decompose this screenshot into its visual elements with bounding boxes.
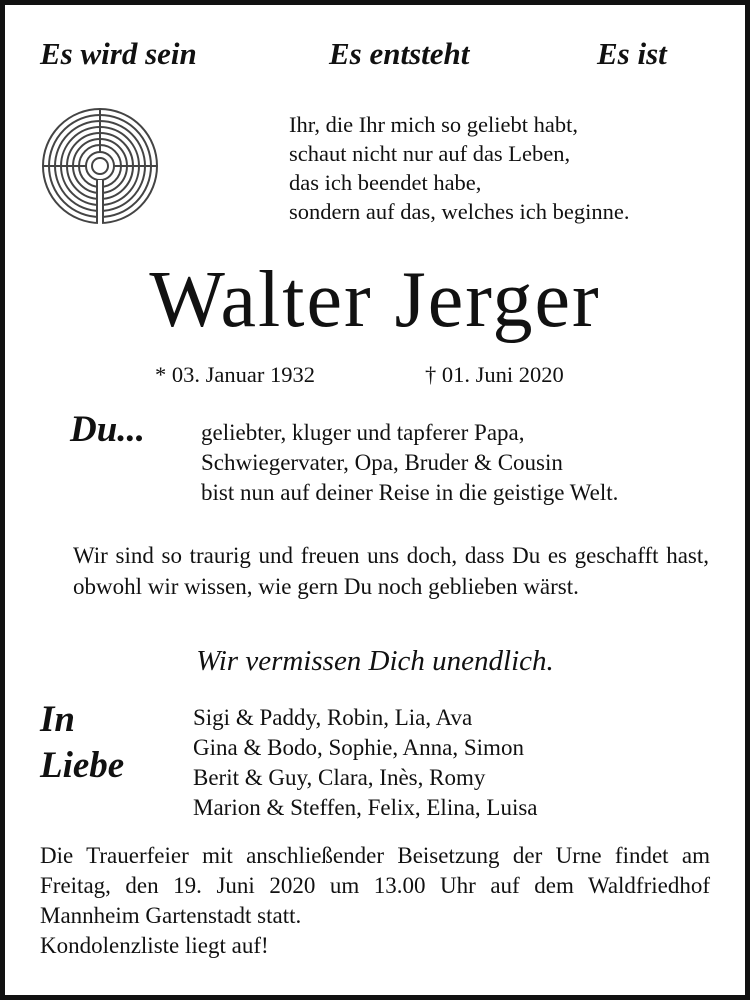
quote-line: sondern auf das, welches ich beginne. bbox=[289, 199, 630, 224]
liebe-label: Liebe bbox=[40, 745, 125, 786]
labyrinth-icon bbox=[40, 106, 160, 226]
death-date: † 01. Juni 2020 bbox=[425, 362, 564, 387]
quote-line: das ich beendet habe, bbox=[289, 170, 482, 195]
du-line: geliebter, kluger und tapferer Papa, bbox=[201, 420, 525, 445]
family-names bbox=[193, 703, 538, 823]
header-es-wird-sein: Es wird sein bbox=[40, 36, 197, 71]
condolence-note: Kondolenzliste liegt auf! bbox=[40, 933, 269, 958]
deceased-name: Walter Jerger bbox=[149, 256, 601, 344]
in-liebe-label bbox=[40, 697, 124, 789]
du-label: Du... bbox=[70, 409, 146, 450]
miss-line: Wir vermissen Dich unendlich. bbox=[196, 645, 554, 677]
funeral-info: Die Trauerfeier mit anschließender Beisetzung der Urne findet am Freitag, den 19. Juni 2020 um 13.00 Uhr auf dem Waldfriedhof Mannheim Gartenstadt statt. bbox=[40, 843, 710, 928]
header-es-ist: Es ist bbox=[597, 36, 667, 71]
farewell-paragraph: Wir sind so traurig und freuen uns doch, dass Du es geschafft hast, obwohl wir wissen, wie gern Du noch geblieben wärst. bbox=[73, 543, 709, 599]
du-line: bist nun auf deiner Reise in die geistige Welt. bbox=[201, 480, 619, 505]
in-label: In bbox=[40, 699, 75, 740]
quote-line: Ihr, die Ihr mich so geliebt habt, bbox=[289, 112, 579, 137]
du-text bbox=[201, 418, 618, 508]
birth-date: * 03. Januar 1932 bbox=[155, 362, 315, 387]
family-line: Sigi & Paddy, Robin, Lia, Ava bbox=[193, 705, 473, 730]
family-line: Marion & Steffen, Felix, Elina, Luisa bbox=[193, 795, 538, 820]
quote-line: schaut nicht nur auf das Leben, bbox=[289, 141, 571, 166]
du-line: Schwiegervater, Opa, Bruder & Cousin bbox=[201, 450, 563, 475]
family-line: Gina & Bodo, Sophie, Anna, Simon bbox=[193, 735, 524, 760]
family-line: Berit & Guy, Clara, Inès, Romy bbox=[193, 765, 486, 790]
quote bbox=[289, 110, 630, 226]
header-es-entsteht: Es entsteht bbox=[329, 36, 470, 71]
